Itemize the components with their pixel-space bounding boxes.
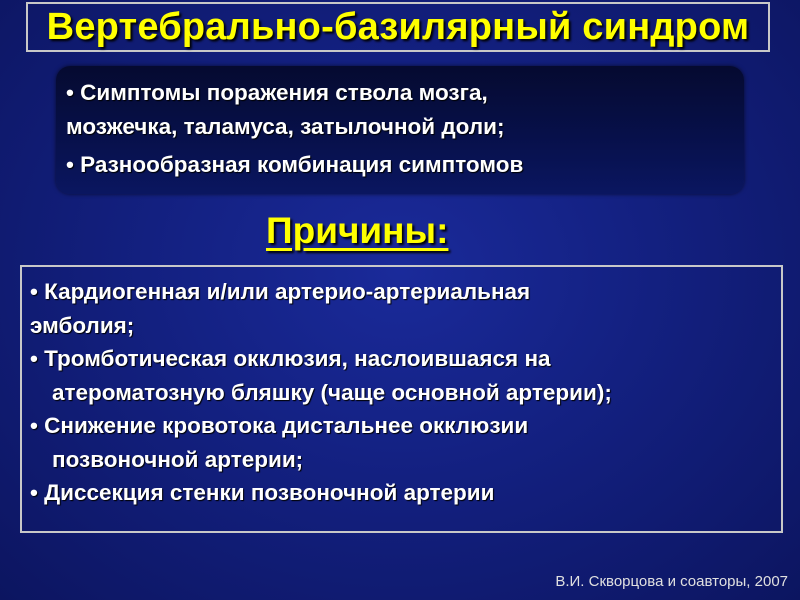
title-frame [26, 2, 770, 52]
symptoms-line: мозжечка, таламуса, затылочной доли; [66, 114, 505, 139]
causes-line: • Кардиогенная и/или артерио-артериальная [30, 279, 531, 304]
causes-line: атероматозную бляшку (чаще основной артерии); [52, 379, 612, 405]
causes-panel [20, 265, 783, 533]
symptoms-line: • Разнообразная комбинация симптомов [66, 152, 524, 177]
causes-line: позвоночной артерии; [52, 446, 304, 472]
causes-heading: Причины: [266, 210, 449, 251]
slide-title: Вертебрально-базилярный синдром [46, 5, 750, 48]
causes-line: • Тромботическая окклюзия, наслоившаяся на [30, 346, 551, 371]
symptoms-line: • Симптомы поражения ствола мозга, [66, 80, 488, 105]
causes-line: эмболия; [30, 312, 135, 338]
symptoms-panel [56, 66, 744, 194]
causes-line: • Снижение кровотока дистальнее окклюзии [30, 413, 529, 438]
causes-line: • Диссекция стенки позвоночной артерии [30, 480, 495, 505]
author-credit: В.И. Скворцова и соавторы, 2007 [555, 573, 788, 590]
